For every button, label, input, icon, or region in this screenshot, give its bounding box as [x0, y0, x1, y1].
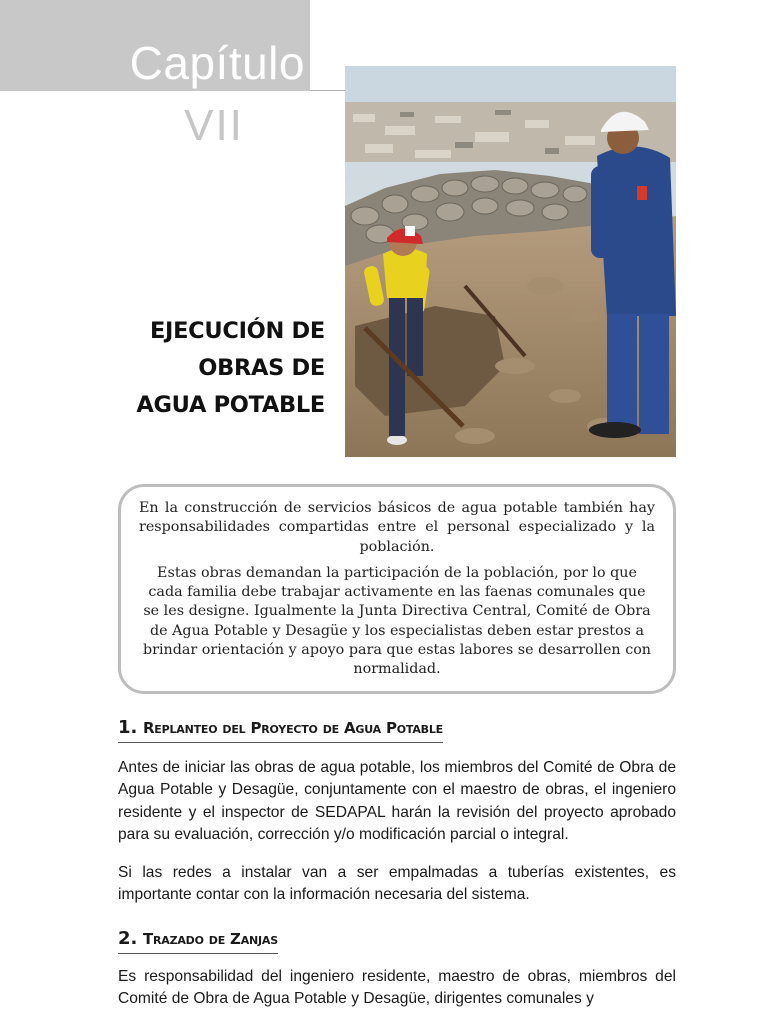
intro-paragraph-1: En la construcción de servicios básicos de agua potable también hay responsabilidades compartidas entre el personal especializado y la población. [139, 500, 655, 555]
section-2-title: Trazado de Zanjas [142, 930, 278, 948]
section-1-paragraph-1: Antes de iniciar las obras de agua potable, los miembros del Comité de Obra de Agua Potable y Desagüe, conjuntamente con el maestro de obras, el ingeniero residente y el inspector de SEDAPAL harán la revisión del proyecto aprobado para su evaluación, corrección y/o modificación parcial o integral. [118, 759, 676, 844]
section-1-paragraph-2: Si las redes a instalar van a ser empalmadas a tuberías existentes, es importante contar con la información necesaria del sistema. [118, 864, 676, 904]
section-1-title: Replanteo del Proyecto de Agua Potable [142, 719, 443, 737]
chapter-label: Capítulo [129, 37, 305, 89]
chapter-title-line-2: OBRAS DE [198, 355, 325, 381]
chapter-title [110, 313, 325, 424]
section-1-heading [118, 717, 443, 743]
section-2-number: 2. [118, 928, 138, 949]
chapter-number: VII [184, 101, 244, 150]
intro-box [118, 484, 676, 694]
chapter-title-line-1: EJECUCIÓN DE [149, 318, 325, 344]
section-2-paragraph-1: Es responsabilidad del ingeniero residente, maestro de obras, miembros del Comité de Obra de Agua Potable y Desagüe, dirigentes comunales y [118, 968, 676, 1008]
chapter-photo [345, 66, 676, 457]
section-2-heading [118, 928, 278, 954]
chapter-band-rule [310, 90, 346, 91]
section-1-number: 1. [118, 717, 138, 738]
chapter-title-line-3: AGUA POTABLE [136, 392, 325, 418]
intro-paragraph-2: Estas obras demandan la participación de la población, por lo que cada familia debe trabajar activamente en las faenas comunales que se les designe. Igualmente la Junta Directiva Central, Comité de Obra de Agua Potable y Desagüe y los especialistas deben estar prestos a brindar orientación y apoyo para que estas labores se desarrollen con normalidad. [142, 564, 652, 678]
